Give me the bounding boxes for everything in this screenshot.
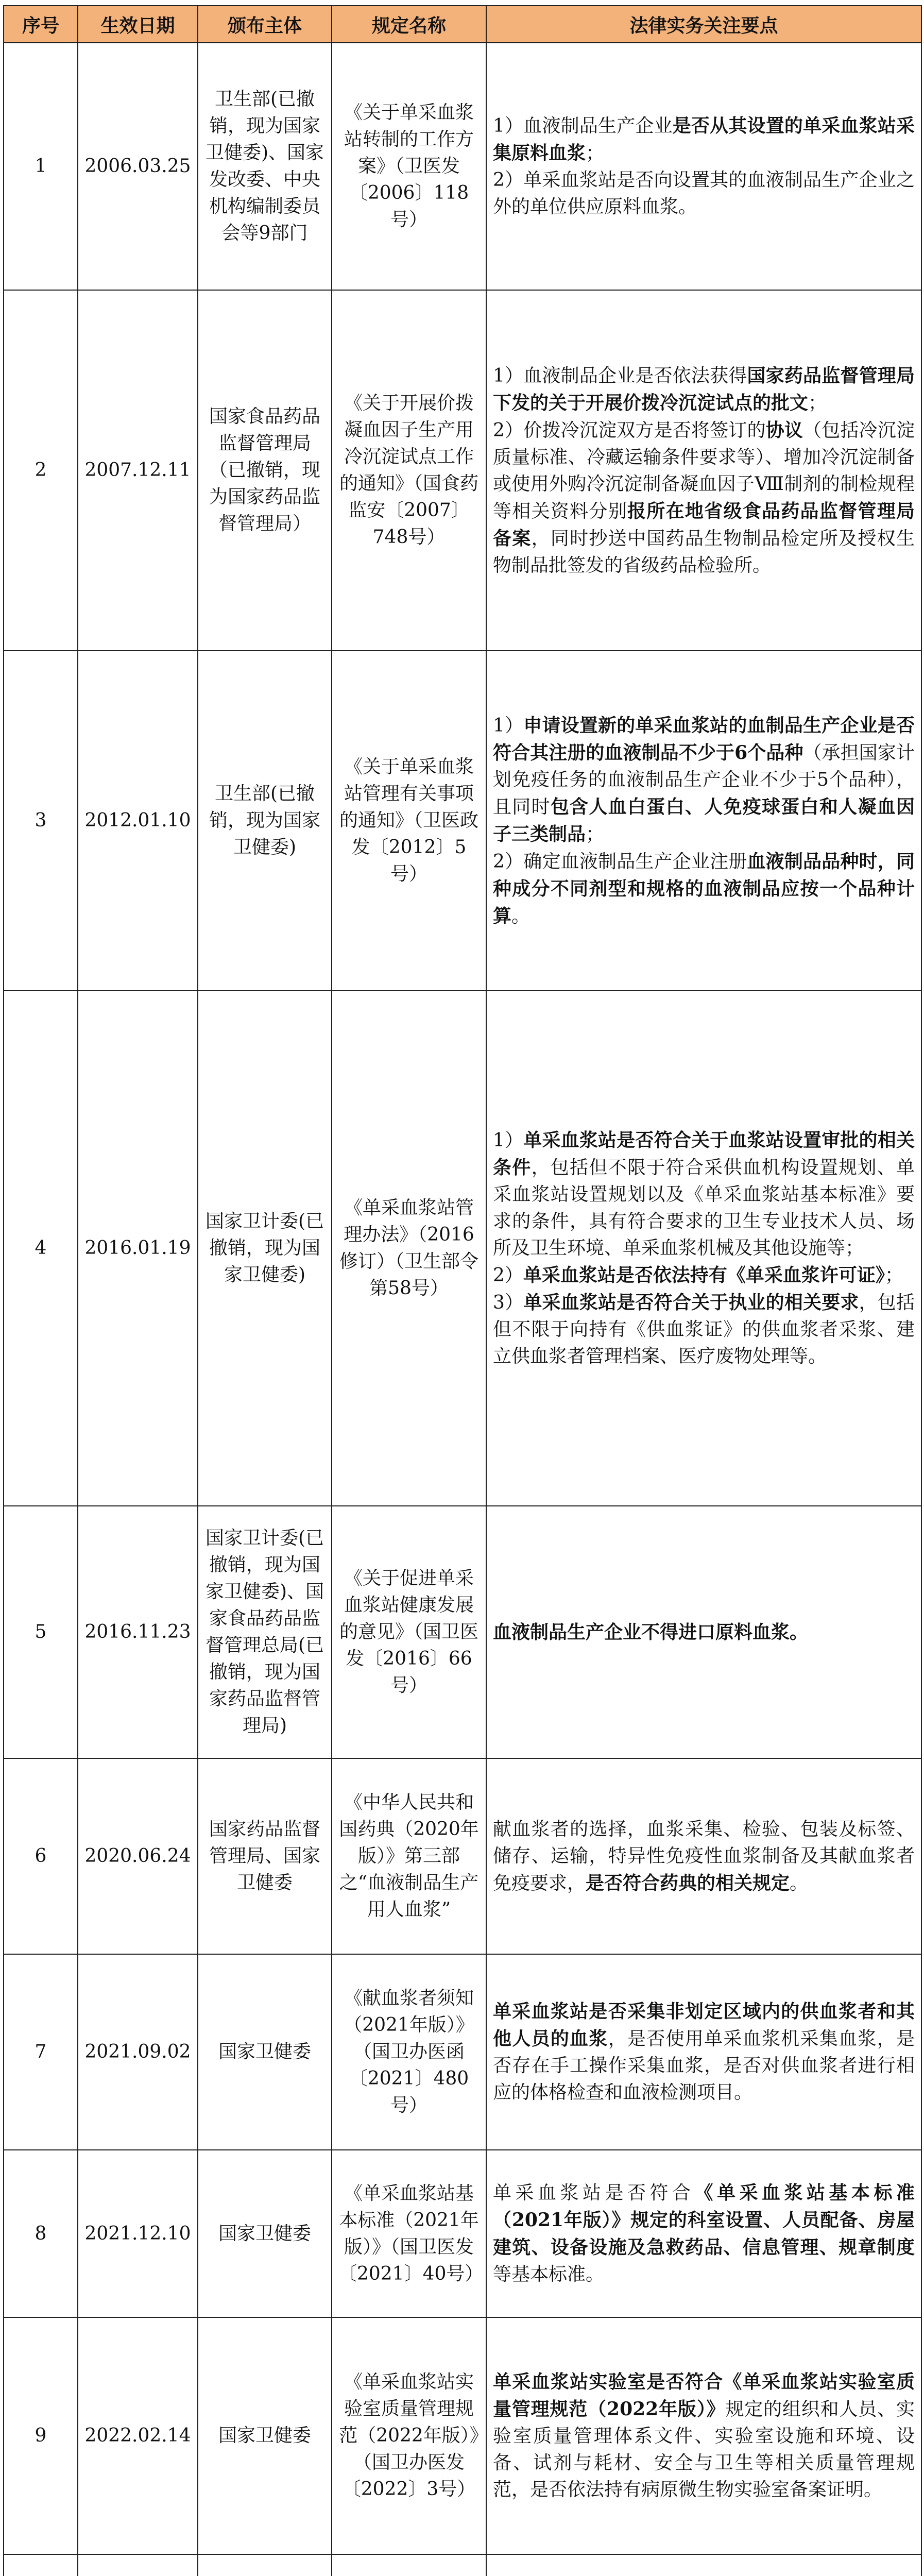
emphasized-text: 单采血浆站实验室是否符合《单采血浆站实验室质量管理规范（2022年版）》	[493, 2371, 915, 2420]
regulations-table	[3, 5, 922, 2576]
cell-date: 2012.01.10	[78, 651, 198, 991]
cell-issuer	[198, 2554, 332, 2576]
cell-date: 2016.01.19	[78, 991, 198, 1506]
cell-date: 2021.12.10	[78, 2150, 198, 2317]
cell-no: 4	[4, 991, 78, 1506]
legal-point-paragraph	[493, 167, 915, 221]
point-text: 。	[511, 905, 531, 927]
table-row	[4, 991, 921, 1506]
cell-regulation-name: 《献血浆者须知（2021年版）》（国卫办医函〔2021〕480号）	[332, 1954, 486, 2150]
point-text: ；	[586, 143, 605, 164]
cell-legal-points	[486, 1758, 921, 1954]
point-text: 1）血液制品企业是否依法获得	[493, 365, 747, 386]
cell-date: 2022.02.14	[78, 2317, 198, 2554]
cell-legal-points	[486, 651, 921, 991]
cell-legal-points	[486, 2317, 921, 2554]
point-text: 2）	[493, 1265, 523, 1286]
table-row	[4, 2150, 921, 2317]
emphasized-text: 单采血浆站是否依法持有《单采血浆许可证》	[523, 1264, 885, 1286]
cell-regulation-name: 《单采血浆站实验室质量管理规范（2022年版）》（国卫办医发〔2022〕3号）	[332, 2317, 486, 2554]
cell-no: 1	[4, 43, 78, 290]
cell-legal-points	[486, 290, 921, 651]
cell-date: 2021.09.02	[78, 1954, 198, 2150]
point-text: 1）	[493, 1130, 524, 1151]
point-text: 2）单采血浆站是否向设置其的血液制品生产企业之外的单位供应原料血浆。	[493, 170, 915, 217]
emphasized-text: 是否从其设置的单采血浆站采集原料血浆	[493, 115, 915, 164]
legal-point-paragraph	[493, 848, 915, 930]
table-row	[4, 1758, 921, 1954]
legal-point-paragraph	[493, 1289, 915, 1370]
table-row	[4, 1506, 921, 1758]
cell-issuer: 国家卫健委	[198, 2150, 332, 2317]
table-row	[4, 1954, 921, 2150]
emphasized-text: 国家药品监督管理局下发的关于开展价拨冷沉淀试点的批文	[493, 364, 915, 414]
cell-date: 2006.03.25	[78, 43, 198, 290]
point-text: ；	[884, 1265, 903, 1286]
cell-legal-points	[486, 1954, 921, 2150]
table-row	[4, 651, 921, 991]
cell-no: 6	[4, 1758, 78, 1954]
cell-regulation-name: 《中华人民共和国药典（2020年版）》第三部之“血液制品生产用人血浆”	[332, 1758, 486, 1954]
cell-regulation-name: 《单采血浆站管理办法》（2016修订）（卫生部令第58号）	[332, 991, 486, 1506]
table-body	[4, 43, 921, 2576]
cell-issuer: 卫生部(已撤销，现为国家卫健委)、国家发改委、中央机构编制委员会等9部门	[198, 43, 332, 290]
cell-no: 5	[4, 1506, 78, 1758]
point-text: 献血浆者的选择，血浆采集、检验、包装及标签、储存、运输，特异性免疫性血浆制备及其献血浆者免疫要求，	[493, 1818, 915, 1894]
cell-issuer: 国家卫健委	[198, 2317, 332, 2554]
legal-point-paragraph	[493, 1127, 915, 1262]
emphasized-text: 报所在地省级食品药品监督管理局备案	[493, 500, 915, 549]
point-text: ，是否使用单采血浆机采集血浆，是否存在手工操作采集血浆，是否对供血浆者进行相应的体格检查和血液检测项目。	[493, 2028, 915, 2103]
cell-regulation-name: 《关于开展价拨凝血因子生产用冷沉淀试点工作的通知》（国食药监安〔2007〕748号）	[332, 290, 486, 651]
point-text: 3）	[493, 1292, 524, 1313]
cell-date: 2016.11.23	[78, 1506, 198, 1758]
table-row	[4, 2317, 921, 2554]
header-regulation-name: 规定名称	[332, 6, 486, 43]
table-row	[4, 43, 921, 290]
point-text: 1）血液制品生产企业	[493, 115, 673, 137]
point-text: 。	[790, 1872, 809, 1894]
point-text: （承担国家计划免疫任务的血液制品生产企业不少于5个品种），且同时	[493, 742, 915, 818]
cell-date	[78, 2554, 198, 2576]
table-header	[4, 6, 921, 43]
cell-regulation-name: 《关于促进单采血浆站健康发展的意见》（国卫医发〔2016〕66号）	[332, 1506, 486, 1758]
point-text: 等基本标准。	[493, 2264, 605, 2285]
header-issuer: 颁布主体	[198, 6, 332, 43]
emphasized-text: 单采血浆站是否采集非划定区域内的供血浆者和其他人员的血浆	[493, 2001, 915, 2049]
header-row	[4, 6, 921, 43]
emphasized-text: 单采血浆站是否符合关于血浆站设置审批的相关条件	[493, 1129, 915, 1178]
legal-point-paragraph	[493, 2179, 915, 2288]
legal-point-paragraph	[493, 362, 915, 417]
cell-legal-points	[486, 1506, 921, 1758]
header-legal-points: 法律实务关注要点	[486, 6, 921, 43]
cell-no	[4, 2554, 78, 2576]
point-text: ，包括但不限于向持有《供血浆证》的供血浆者采浆、建立供血浆者管理档案、医疗废物处理等。	[493, 1292, 915, 1367]
point-text: ；	[586, 823, 605, 845]
cell-regulation-name: 《单采血浆站基本标准（2021年版）》（国卫医发〔2021〕40号）	[332, 2150, 486, 2317]
cell-no: 7	[4, 1954, 78, 2150]
point-text: 单采血浆站是否符合	[493, 2182, 695, 2204]
legal-point-paragraph	[493, 1619, 915, 1646]
point-text: 2）确定血液制品生产企业注册	[493, 851, 747, 872]
cell-issuer: 国家卫健委	[198, 1954, 332, 2150]
emphasized-text: 包含人血白蛋白、人免疫球蛋白和人凝血因子三类制品	[493, 795, 915, 845]
point-text: 1）	[493, 715, 524, 736]
header-effective-date: 生效日期	[78, 6, 198, 43]
header-no: 序号	[4, 6, 78, 43]
legal-point-paragraph	[493, 712, 915, 848]
emphasized-text: 申请设置新的单采血浆站的血制品生产企业是否符合其注册的血液制品不少于6个品种	[493, 714, 915, 764]
cell-regulation-name: 《关于单采血浆站转制的工作方案》（卫医发〔2006〕118号）	[332, 43, 486, 290]
cell-regulation-name	[332, 2554, 486, 2576]
point-text: ，包括但不限于符合采供血机构设置规划、单采血浆站设置规划以及《单采血浆站基本标准》要求的条件，具有符合要求的卫生专业技术人员、场所及卫生环境、单采血浆机械及其他设施等；	[493, 1157, 915, 1259]
table-row	[4, 2554, 921, 2576]
cell-issuer: 国家药品监督管理局、国家卫健委	[198, 1758, 332, 1954]
point-text: ，同时抄送中国药品生物制品检定所及授权生物制品批签发的省级药品检验所。	[493, 528, 915, 576]
legal-point-paragraph	[493, 112, 915, 167]
point-text: 规定的组织和人员、实验室质量管理体系文件、实验室设施和环境、设备、试剂与耗材、安全与卫生等相关质量管理规范，是否依法持有病原微生物实验室备案证明。	[493, 2399, 915, 2500]
cell-no: 9	[4, 2317, 78, 2554]
cell-issuer: 卫生部(已撤销，现为国家卫健委)	[198, 651, 332, 991]
legal-point-paragraph	[493, 1998, 915, 2106]
emphasized-text: 协议	[765, 419, 803, 441]
cell-legal-points	[486, 2150, 921, 2317]
cell-legal-points	[486, 2554, 921, 2576]
point-text: ；	[808, 392, 827, 414]
cell-issuer: 国家卫计委(已撤销，现为国家卫健委)	[198, 991, 332, 1506]
legal-point-paragraph	[493, 2368, 915, 2503]
emphasized-text: 血液制品生产企业不得进口原料血浆。	[493, 1621, 809, 1643]
cell-regulation-name: 《关于单采血浆站管理有关事项的通知》（卫医政发〔2012〕5号）	[332, 651, 486, 991]
point-text: （包括冷沉淀质量标准、冷藏运输条件要求等）、增加冷沉淀制备或使用外购冷沉淀制备凝血因子Ⅷ制剂的制检规程等相关资料分别	[493, 419, 915, 522]
legal-point-paragraph	[493, 1816, 915, 1897]
emphasized-text: 是否符合药典的相关规定	[586, 1872, 790, 1894]
cell-legal-points	[486, 43, 921, 290]
cell-issuer: 国家食品药品监督管理局（已撤销，现为国家药品监督管理局）	[198, 290, 332, 651]
cell-no: 2	[4, 290, 78, 651]
legal-point-paragraph	[493, 417, 915, 579]
cell-no: 3	[4, 651, 78, 991]
legal-point-paragraph	[493, 1262, 915, 1289]
cell-date: 2007.12.11	[78, 290, 198, 651]
table-row	[4, 290, 921, 651]
emphasized-text: 单采血浆站是否符合关于执业的相关要求	[523, 1292, 859, 1313]
cell-date: 2020.06.24	[78, 1758, 198, 1954]
emphasized-text: 《单采血浆站基本标准（2021年版）》规定的科室设置、人员配备、房屋建筑、设备设施及急救药品、信息管理、规章制度	[493, 2182, 915, 2258]
emphasized-text: 血液制品品种时，同种成分不同剂型和规格的血液制品应按一个品种计算	[493, 850, 915, 927]
point-text: 2）价拨冷沉淀双方是否将签订的	[493, 419, 766, 441]
cell-issuer: 国家卫计委(已撤销，现为国家卫健委)、国家食品药品监督管理总局(已撤销，现为国家药品监督管理局)	[198, 1506, 332, 1758]
cell-legal-points	[486, 991, 921, 1506]
cell-no: 8	[4, 2150, 78, 2317]
